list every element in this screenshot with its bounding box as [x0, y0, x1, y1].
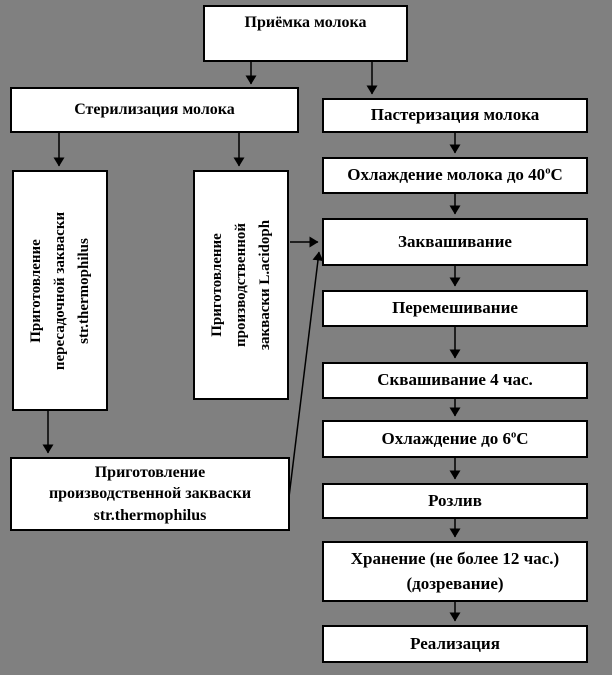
node-fermentation: [322, 362, 588, 399]
node-transfer-starter-label: Приготовление пересадочной закваски str.thermophilus: [28, 211, 93, 370]
node-mixing-label: Перемешивание: [392, 298, 518, 318]
node-pasteurization-label: Пастеризация молока: [370, 105, 540, 125]
node-pasteurization: [322, 98, 588, 133]
degree-superscript: о: [545, 165, 551, 177]
node-reception-label: Приёмка молока: [244, 14, 367, 31]
node-inoculation-label: Заквашивание: [398, 231, 512, 251]
node-production-starter-thermophilus: [10, 457, 290, 531]
node-reception: [203, 5, 408, 62]
node-cooling40: [322, 157, 588, 194]
node-bottling-label: Розлив: [428, 490, 482, 510]
node-sterilization-label: Стерилизация молока: [74, 100, 235, 118]
node-sterilization: [10, 87, 299, 133]
arrow-thermophilus-inoculation: [289, 252, 319, 497]
node-transfer-starter: [12, 170, 108, 411]
node-cooling6-label: Охлаждение до $6^оС$: [381, 428, 529, 448]
node-storage-label: Хранение (не более 12 час.) (дозревание): [350, 548, 560, 593]
node-fermentation-label: Сквашивание 4 час.: [377, 370, 533, 390]
degree-superscript: о: [510, 429, 517, 441]
node-inoculation: [322, 218, 588, 266]
node-storage: [322, 541, 588, 602]
node-sale: [322, 625, 588, 663]
node-sale-label: Реализация: [410, 633, 500, 653]
node-cooling40-label: Охлаждение молока до $40^оС$: [347, 165, 563, 185]
node-production-starter-acidoph-label: Приготовление производственной закваски L.acidoph: [209, 219, 274, 351]
node-bottling: [322, 483, 588, 519]
node-production-starter-thermophilus-label: Приготовление производственной закваски str.thermophilus: [48, 463, 252, 524]
node-cooling6: [322, 420, 588, 458]
node-production-starter-acidoph: [193, 170, 289, 400]
node-mixing: [322, 290, 588, 327]
